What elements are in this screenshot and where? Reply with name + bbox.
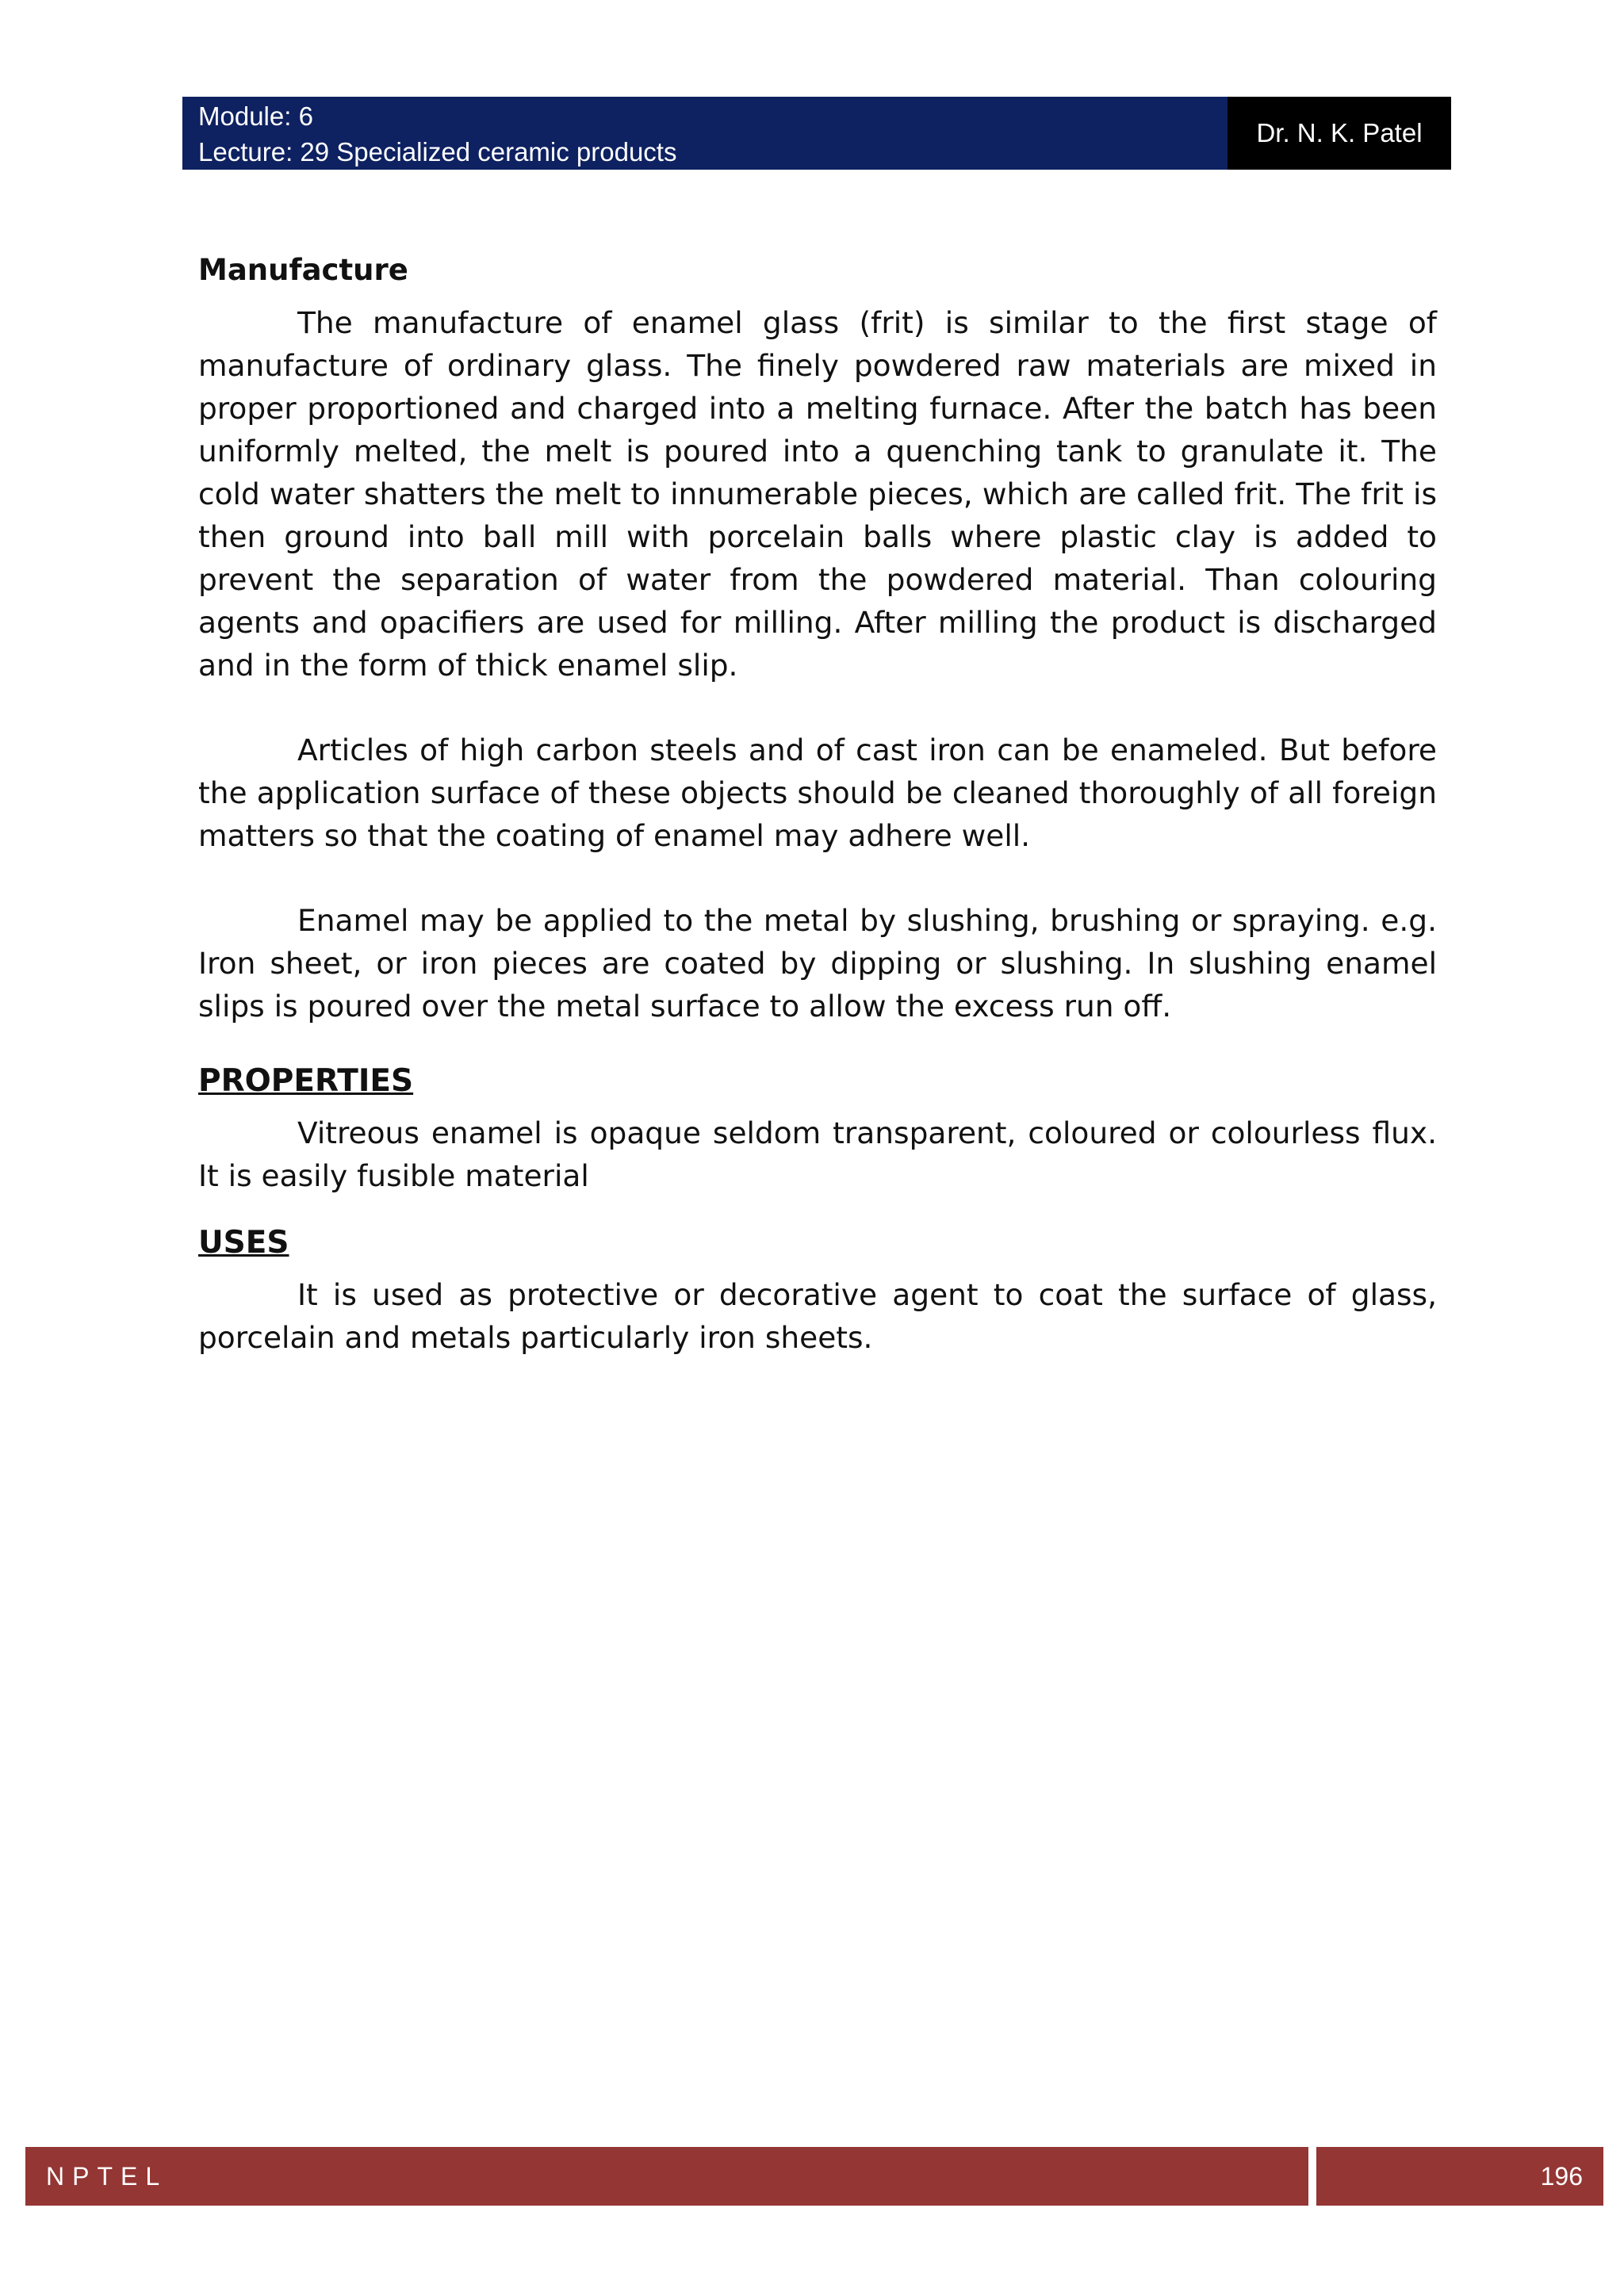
properties-paragraph: Vitreous enamel is opaque seldom transparent, coloured or colourless flux. It is easily fusible material: [198, 1115, 1437, 1193]
module-label: Module: 6: [198, 101, 313, 131]
spacer: [198, 857, 1437, 899]
manufacture-heading: Manufacture: [198, 253, 408, 287]
author-name: Dr. N. K. Patel: [1256, 118, 1423, 147]
footer-bar: [25, 2147, 1308, 2206]
header-author-box: [1228, 97, 1451, 170]
page-content: [198, 249, 1437, 1359]
manufacture-paragraph-2: Articles of high carbon steels and of cast iron can be enameled. But before the application surface of these objects should be cleaned thoroughly of all foreign matters so that the coating of enamel may adhere well.: [198, 733, 1437, 853]
spacer: [198, 1027, 1437, 1059]
uses-heading: USES: [198, 1225, 289, 1261]
spacer: [198, 1197, 1437, 1221]
page-number: 196: [1540, 2161, 1583, 2191]
footer-page-box: [1316, 2147, 1603, 2206]
spacer: [198, 687, 1437, 729]
header-lecture-bar: [182, 97, 1228, 170]
properties-heading: PROPERTIES: [198, 1063, 414, 1099]
manufacture-paragraph-1: The manufacture of enamel glass (frit) is similar to the first stage of manufacture of ordinary glass. The finely powdered raw materials are mixed in proper proportioned and charged into a melting furnace. After the batch has been uniformly melted, the melt is poured into a quenching tank to granulate it. The cold water shatters the melt to innumerable pieces, which are called frit. The frit is then ground into ball mill with porcelain balls where plastic clay is added to prevent the separation of water from the powdered material. Than colouring agents and opacifiers are used for milling. After milling the product is discharged and in the form of thick enamel slip.: [198, 305, 1437, 683]
footer-nptel: NPTEL: [46, 2161, 168, 2191]
lecture-title: Lecture: 29 Specialized ceramic products: [198, 137, 677, 166]
manufacture-paragraph-3: Enamel may be applied to the metal by slushing, brushing or spraying. e.g. Iron sheet, or iron pieces are coated by dipping or slushing. In slushing enamel slips is poured over the metal surface to allow the excess run off.: [198, 903, 1437, 1024]
uses-paragraph: It is used as protective or decorative agent to coat the surface of glass, porcelain and metals particularly iron sheets.: [198, 1277, 1437, 1355]
